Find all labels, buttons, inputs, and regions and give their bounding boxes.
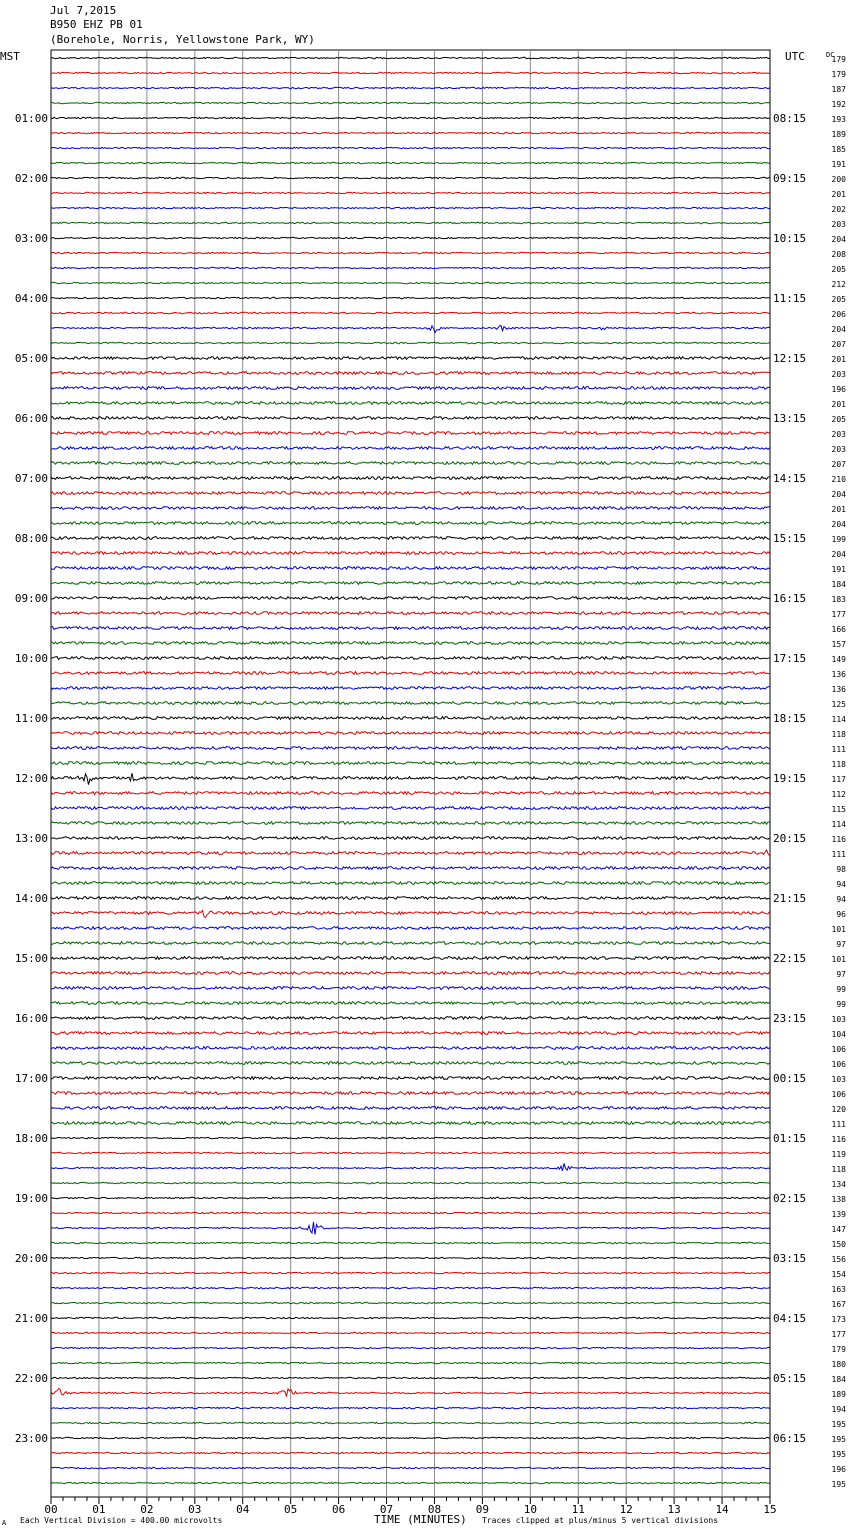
- dc-value: 210: [831, 475, 846, 484]
- trace-line: [51, 773, 770, 784]
- trace-line: [51, 1077, 770, 1080]
- dc-value: 207: [831, 460, 846, 469]
- dc-value: 191: [831, 565, 846, 574]
- mst-hour-label: 14:00: [14, 892, 48, 905]
- dc-value: 114: [831, 820, 846, 829]
- trace-line: [51, 807, 770, 810]
- plot-frame: [51, 50, 770, 1497]
- trace-line: [51, 417, 770, 420]
- dc-value: 139: [831, 1210, 846, 1219]
- utc-hour-label: 23:15: [773, 1012, 807, 1025]
- trace-line: [51, 462, 770, 465]
- dc-value: 136: [831, 670, 846, 679]
- dc-label: DC: [826, 51, 835, 59]
- dc-value: 205: [831, 295, 846, 304]
- utc-hour-label: 19:15: [773, 772, 807, 785]
- mst-axis-label: MST: [0, 50, 20, 63]
- trace-line: [51, 867, 770, 870]
- utc-hour-label: 09:15: [773, 172, 807, 185]
- dc-value: 201: [831, 505, 846, 514]
- trace-line: [51, 387, 770, 390]
- dc-value: 204: [831, 325, 846, 334]
- trace-line: [51, 537, 770, 540]
- dc-value: 212: [831, 280, 846, 289]
- utc-hour-label: 06:15: [773, 1432, 807, 1445]
- dc-value: 103: [831, 1075, 846, 1084]
- dc-value: 150: [831, 1240, 846, 1249]
- x-tick-label: 01: [92, 1503, 106, 1516]
- footer-vertical-division: Each Vertical Division = 400.00 microvolts: [20, 1516, 223, 1525]
- dc-value: 103: [831, 1015, 846, 1024]
- dc-value: 195: [831, 1450, 846, 1459]
- footer-mark: A: [2, 1519, 7, 1527]
- dc-value: 97: [836, 970, 846, 979]
- trace-line: [51, 282, 770, 283]
- trace-line: [51, 850, 770, 856]
- mst-hour-label: 05:00: [14, 352, 48, 365]
- trace-line: [51, 1317, 770, 1318]
- footer-clip-note: Traces clipped at plus/minus 5 vertical divisions: [482, 1516, 719, 1525]
- trace-line: [51, 672, 770, 675]
- dc-value: 118: [831, 1165, 846, 1174]
- trace-line: [51, 1437, 770, 1438]
- dc-value: 125: [831, 700, 846, 709]
- mst-hour-label: 11:00: [14, 712, 48, 725]
- dc-value: 200: [831, 175, 846, 184]
- dc-value: 179: [831, 70, 846, 79]
- utc-hour-label: 16:15: [773, 592, 807, 605]
- utc-hour-label: 14:15: [773, 472, 807, 485]
- dc-value: 173: [831, 1315, 846, 1324]
- mst-hour-label: 13:00: [14, 832, 48, 845]
- trace-line: [51, 957, 770, 960]
- trace-line: [51, 1389, 770, 1397]
- dc-value: 99: [836, 1000, 846, 1009]
- dc-value: 195: [831, 1420, 846, 1429]
- dc-value: 111: [831, 745, 846, 754]
- trace-line: [51, 252, 770, 253]
- mst-hour-label: 07:00: [14, 472, 48, 485]
- utc-hour-label: 11:15: [773, 292, 807, 305]
- utc-hour-label: 12:15: [773, 352, 807, 365]
- trace-line: [51, 507, 770, 510]
- trace-line: [51, 342, 770, 343]
- dc-value: 205: [831, 265, 846, 274]
- dc-value: 177: [831, 610, 846, 619]
- trace-line: [51, 657, 770, 660]
- dc-value: 189: [831, 1390, 846, 1399]
- utc-hour-label: 02:15: [773, 1192, 807, 1205]
- x-tick-label: 05: [284, 1503, 298, 1516]
- dc-value: 206: [831, 310, 846, 319]
- mst-hour-label: 02:00: [14, 172, 48, 185]
- utc-hour-label: 21:15: [773, 892, 807, 905]
- dc-value: 101: [831, 955, 846, 964]
- mst-hour-label: 03:00: [14, 232, 48, 245]
- trace-line: [51, 717, 770, 720]
- trace-line: [51, 552, 770, 555]
- dc-value: 106: [831, 1090, 846, 1099]
- utc-hour-label: 05:15: [773, 1372, 807, 1385]
- utc-hour-label: 20:15: [773, 832, 807, 845]
- dc-value: 195: [831, 1435, 846, 1444]
- trace-line: [51, 522, 770, 525]
- trace-line: [51, 326, 770, 333]
- dc-value: 163: [831, 1285, 846, 1294]
- dc-value: 189: [831, 130, 846, 139]
- dc-value: 179: [831, 1345, 846, 1354]
- dc-value: 194: [831, 1405, 846, 1414]
- trace-line: [51, 567, 770, 570]
- trace-line: [51, 237, 770, 238]
- trace-line: [51, 1047, 770, 1050]
- dc-value: 203: [831, 430, 846, 439]
- dc-value: 204: [831, 235, 846, 244]
- header-date: Jul 7,2015: [50, 4, 117, 17]
- trace-line: [51, 402, 770, 405]
- trace-line: [51, 477, 770, 480]
- dc-value: 147: [831, 1225, 846, 1234]
- x-tick-label: 13: [667, 1503, 681, 1516]
- dc-value: 167: [831, 1300, 846, 1309]
- dc-value: 183: [831, 595, 846, 604]
- trace-line: [51, 192, 770, 193]
- dc-value: 111: [831, 1120, 846, 1129]
- mst-hour-label: 20:00: [14, 1252, 48, 1265]
- x-axis-label: TIME (MINUTES): [374, 1513, 467, 1526]
- trace-line: [51, 627, 770, 630]
- mst-hour-label: 12:00: [14, 772, 48, 785]
- utc-hour-label: 04:15: [773, 1312, 807, 1325]
- dc-value: 117: [831, 775, 846, 784]
- trace-line: [51, 747, 770, 750]
- header-station: B950 EHZ PB 01: [50, 18, 143, 31]
- dc-value: 179: [831, 55, 846, 64]
- dc-value: 201: [831, 355, 846, 364]
- x-tick-label: 14: [715, 1503, 729, 1516]
- trace-line: [51, 1347, 770, 1348]
- mst-hour-label: 04:00: [14, 292, 48, 305]
- dc-value: 115: [831, 805, 846, 814]
- dc-value: 184: [831, 1375, 846, 1384]
- trace-line: [51, 987, 770, 990]
- trace-line: [51, 87, 770, 88]
- trace-line: [51, 267, 770, 268]
- trace-line: [51, 1197, 770, 1198]
- trace-line: [51, 597, 770, 600]
- trace-line: [51, 1272, 770, 1273]
- dc-value: 191: [831, 160, 846, 169]
- mst-hour-label: 10:00: [14, 652, 48, 665]
- mst-hour-label: 23:00: [14, 1432, 48, 1445]
- trace-line: [51, 732, 770, 735]
- dc-value: 196: [831, 1465, 846, 1474]
- trace-line: [51, 1407, 770, 1408]
- x-tick-label: 12: [619, 1503, 633, 1516]
- x-tick-label: 03: [188, 1503, 202, 1516]
- dc-value: 204: [831, 520, 846, 529]
- dc-value: 204: [831, 550, 846, 559]
- trace-line: [51, 1152, 770, 1153]
- trace-line: [51, 1287, 770, 1288]
- trace-line: [51, 492, 770, 495]
- trace-line: [51, 1182, 770, 1183]
- dc-value: 193: [831, 115, 846, 124]
- trace-line: [51, 1302, 770, 1303]
- trace-line: [51, 1422, 770, 1423]
- trace-line: [51, 447, 770, 450]
- trace-line: [51, 372, 770, 375]
- mst-hour-label: 17:00: [14, 1072, 48, 1085]
- mst-hour-label: 21:00: [14, 1312, 48, 1325]
- dc-value: 118: [831, 730, 846, 739]
- dc-value: 101: [831, 925, 846, 934]
- trace-line: [51, 1137, 770, 1138]
- trace-line: [51, 1002, 770, 1005]
- mst-hour-label: 16:00: [14, 1012, 48, 1025]
- dc-value: 138: [831, 1195, 846, 1204]
- x-tick-label: 02: [140, 1503, 154, 1516]
- trace-line: [51, 132, 770, 133]
- dc-value: 106: [831, 1045, 846, 1054]
- dc-value: 180: [831, 1360, 846, 1369]
- utc-hour-label: 17:15: [773, 652, 807, 665]
- x-tick-label: 00: [44, 1503, 58, 1516]
- dc-value: 199: [831, 535, 846, 544]
- utc-hour-label: 13:15: [773, 412, 807, 425]
- trace-line: [51, 117, 770, 118]
- dc-value: 114: [831, 715, 846, 724]
- trace-line: [51, 1092, 770, 1095]
- trace-line: [51, 1242, 770, 1243]
- dc-value: 116: [831, 835, 846, 844]
- dc-value: 203: [831, 220, 846, 229]
- dc-value: 201: [831, 400, 846, 409]
- trace-line: [51, 297, 770, 298]
- trace-line: [51, 792, 770, 795]
- dc-value: 204: [831, 490, 846, 499]
- utc-hour-label: 15:15: [773, 532, 807, 545]
- dc-value: 195: [831, 1480, 846, 1489]
- x-tick-label: 07: [379, 1503, 394, 1516]
- trace-line: [51, 432, 770, 435]
- trace-line: [51, 1163, 770, 1171]
- utc-hour-label: 22:15: [773, 952, 807, 965]
- trace-line: [51, 222, 770, 223]
- dc-value: 187: [831, 85, 846, 94]
- trace-line: [51, 162, 770, 163]
- dc-value: 185: [831, 145, 846, 154]
- trace-line: [51, 207, 770, 208]
- trace-line: [51, 612, 770, 615]
- dc-value: 96: [836, 910, 846, 919]
- dc-value: 136: [831, 685, 846, 694]
- trace-line: [51, 882, 770, 885]
- utc-hour-label: 00:15: [773, 1072, 807, 1085]
- trace-line: [51, 911, 770, 918]
- trace-line: [51, 1062, 770, 1065]
- dc-value: 203: [831, 370, 846, 379]
- trace-line: [51, 1222, 770, 1235]
- trace-line: [51, 762, 770, 765]
- trace-line: [51, 1122, 770, 1125]
- header-location: (Borehole, Norris, Yellowstone Park, WY): [50, 33, 315, 46]
- utc-hour-label: 01:15: [773, 1132, 807, 1145]
- trace-line: [51, 822, 770, 825]
- dc-value: 184: [831, 580, 846, 589]
- dc-value: 116: [831, 1135, 846, 1144]
- trace-line: [51, 942, 770, 945]
- dc-value: 202: [831, 205, 846, 214]
- x-tick-label: 10: [523, 1503, 537, 1516]
- dc-value: 154: [831, 1270, 846, 1279]
- dc-value: 156: [831, 1255, 846, 1264]
- trace-line: [51, 1017, 770, 1020]
- mst-hour-label: 01:00: [14, 112, 48, 125]
- dc-value: 149: [831, 655, 846, 664]
- dc-value: 205: [831, 415, 846, 424]
- trace-line: [51, 927, 770, 930]
- dc-value: 203: [831, 445, 846, 454]
- trace-line: [51, 147, 770, 148]
- trace-line: [51, 1452, 770, 1453]
- trace-line: [51, 72, 770, 73]
- dc-value: 177: [831, 1330, 846, 1339]
- dc-value: 118: [831, 760, 846, 769]
- utc-hour-label: 18:15: [773, 712, 807, 725]
- trace-line: [51, 1257, 770, 1258]
- utc-hour-label: 03:15: [773, 1252, 807, 1265]
- trace-line: [51, 1467, 770, 1468]
- dc-value: 208: [831, 250, 846, 259]
- trace-line: [51, 1212, 770, 1213]
- dc-value: 106: [831, 1060, 846, 1069]
- dc-value: 119: [831, 1150, 846, 1159]
- trace-line: [51, 642, 770, 645]
- utc-hour-label: 10:15: [773, 232, 807, 245]
- trace-line: [51, 1107, 770, 1110]
- trace-line: [51, 1332, 770, 1333]
- trace-line: [51, 897, 770, 900]
- dc-value: 94: [836, 895, 846, 904]
- x-tick-label: 11: [571, 1503, 585, 1516]
- dc-value: 201: [831, 190, 846, 199]
- dc-value: 157: [831, 640, 846, 649]
- x-tick-label: 15: [763, 1503, 777, 1516]
- trace-line: [51, 582, 770, 585]
- dc-value: 196: [831, 385, 846, 394]
- dc-value: 94: [836, 880, 846, 889]
- dc-value: 134: [831, 1180, 846, 1189]
- dc-value: 166: [831, 625, 846, 634]
- x-tick-label: 09: [475, 1503, 490, 1516]
- trace-line: [51, 357, 770, 360]
- dc-value: 104: [831, 1030, 846, 1039]
- mst-hour-label: 08:00: [14, 532, 48, 545]
- mst-hour-label: 06:00: [14, 412, 48, 425]
- mst-hour-label: 18:00: [14, 1132, 48, 1145]
- trace-line: [51, 177, 770, 178]
- trace-line: [51, 312, 770, 313]
- dc-value: 207: [831, 340, 846, 349]
- x-tick-label: 06: [331, 1503, 346, 1516]
- mst-hour-label: 22:00: [14, 1372, 48, 1385]
- dc-value: 111: [831, 850, 846, 859]
- x-tick-label: 08: [427, 1503, 442, 1516]
- trace-line: [51, 702, 770, 705]
- trace-line: [51, 972, 770, 975]
- mst-hour-label: 15:00: [14, 952, 48, 965]
- dc-value: 98: [836, 865, 846, 874]
- dc-value: 99: [836, 985, 846, 994]
- utc-hour-label: 08:15: [773, 112, 807, 125]
- trace-line: [51, 1032, 770, 1035]
- dc-value: 97: [836, 940, 846, 949]
- trace-line: [51, 1482, 770, 1483]
- utc-axis-label: UTC: [785, 50, 805, 63]
- dc-value: 192: [831, 100, 846, 109]
- dc-value: 120: [831, 1105, 846, 1114]
- x-tick-label: 04: [236, 1503, 250, 1516]
- trace-line: [51, 1377, 770, 1378]
- dc-value: 112: [831, 790, 846, 799]
- mst-hour-label: 19:00: [14, 1192, 48, 1205]
- trace-line: [51, 1362, 770, 1363]
- mst-hour-label: 09:00: [14, 592, 48, 605]
- trace-line: [51, 57, 770, 58]
- trace-line: [51, 837, 770, 840]
- trace-line: [51, 687, 770, 690]
- trace-line: [51, 102, 770, 103]
